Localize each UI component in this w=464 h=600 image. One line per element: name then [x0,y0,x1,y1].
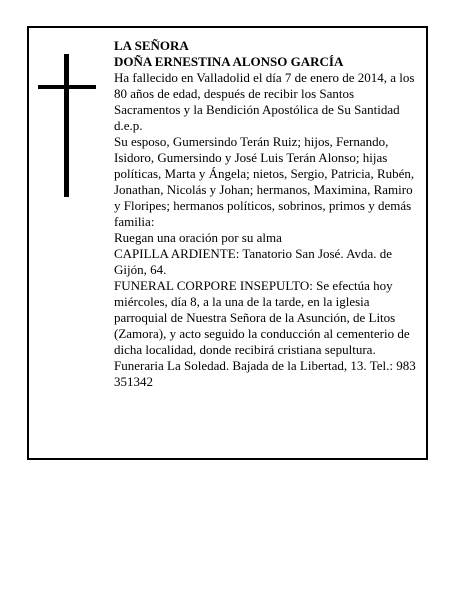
funeral-home-contact: Funeraria La Soledad. Bajada de la Libertad, 13. Tel.: 983 351342 [114,358,416,389]
funeral-details: FUNERAL CORPORE INSEPULTO: Se efectúa hoy miércoles, día 8, a la una de la tarde, en la iglesia parroquial de Nuestra Señora de la Asunción, de Litos (Zamora), y acto seguido la conducción al cementerio de dicha localidad, donde recibirá cristiana sepultura. [114,278,410,357]
obituary-text [114,38,419,390]
deceased-name: DOÑA ERNESTINA ALONSO GARCÍA [114,54,344,69]
heading-line-1: LA SEÑORA [114,38,189,53]
prayer-request: Ruegan una oración por su alma [114,230,282,245]
cross-vertical-bar [64,54,69,197]
family-list: Su esposo, Gumersindo Terán Ruiz; hijos, Fernando, Isidoro, Gumersindo y José Luis Terán Alonso; hijas políticas, Marta y Ángela; nietos, Sergio, Patricia, Rubén, Jonathan, Nicolás y Johan; hermanos, Maximina, Ramiro y Floripes; hermanos políticos, sobrinos, primos y demás familia: [114,134,415,229]
death-announcement: Ha fallecido en Valladolid el día 7 de enero de 2014, a los 80 años de edad, después de recibir los Santos Sacramentos y la Bendición Apostólica de Su Santidad d.e.p. [114,70,415,133]
cross-horizontal-bar [38,85,96,89]
wake-location: CAPILLA ARDIENTE: Tanatorio San José. Avda. de Gijón, 64. [114,246,393,277]
